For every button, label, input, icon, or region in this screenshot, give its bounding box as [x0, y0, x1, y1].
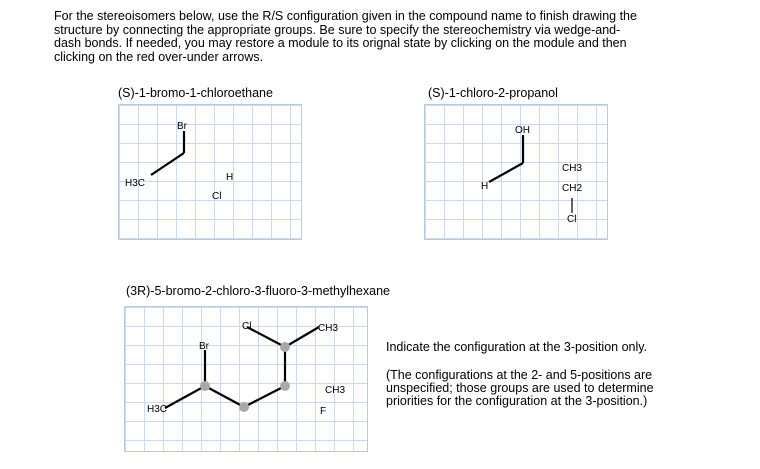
note-line: (The configurations at the 2- and 5-positions are	[386, 368, 653, 382]
atom-ch2[interactable]: CH2	[562, 183, 583, 194]
atom-cl[interactable]: Cl	[212, 191, 222, 202]
atom-br: Br	[199, 341, 209, 352]
drawing-module-2[interactable]	[424, 104, 608, 240]
problem-3-title: (3R)-5-bromo-2-chloro-3-fluoro-3-methylhexane	[126, 284, 390, 298]
atom-f[interactable]: F	[320, 406, 327, 417]
atom-cl: Cl	[242, 321, 252, 332]
atom-ch3-top: CH3	[318, 323, 339, 334]
drawing-module-3[interactable]	[124, 306, 368, 452]
atom-node[interactable]	[280, 342, 290, 352]
atom-h3c: H3C	[125, 178, 146, 189]
structure-2	[425, 105, 607, 239]
atom-ch3[interactable]: CH3	[562, 163, 583, 174]
atom-node[interactable]	[200, 381, 210, 391]
instructions-line: clicking on the red over-under arrows.	[54, 49, 264, 64]
atom-node[interactable]	[280, 381, 290, 391]
atom-oh: OH	[515, 125, 530, 136]
problem-2-title: (S)-1-chloro-2-propanol	[428, 86, 558, 100]
note-line: unspecified; those groups are used to determine	[386, 381, 654, 395]
atom-node[interactable]	[239, 402, 249, 412]
configuration-note: Indicate the configuration at the 3-position only.	[386, 340, 648, 354]
instructions-line: dash bonds. If needed, you may restore a module to its orignal state by clicking on the module and then	[54, 36, 627, 50]
structure-1	[119, 105, 301, 239]
note-line: priorities for the configuration at the 3-position.)	[386, 394, 648, 408]
atom-ch3-mid[interactable]: CH3	[325, 385, 346, 396]
instructions-line: For the stereoisomers below, use the R/S configuration given in the compound name to finish drawing the	[54, 9, 637, 23]
drawing-module-1[interactable]	[118, 104, 302, 240]
atom-br: Br	[177, 121, 187, 132]
structure-3	[125, 307, 367, 451]
instructions-text	[54, 10, 734, 64]
problem-1-title: (S)-1-bromo-1-chloroethane	[118, 86, 273, 100]
atom-h[interactable]: H	[226, 172, 234, 183]
atom-cl[interactable]: Cl	[567, 214, 577, 225]
configuration-note-detail	[386, 369, 654, 408]
atom-h3c: H3C	[147, 404, 168, 415]
instructions-line: structure by connecting the appropriate groups. Be sure to specify the stereochemistry via wedge-and-	[54, 22, 621, 37]
atom-h: H	[481, 181, 489, 192]
